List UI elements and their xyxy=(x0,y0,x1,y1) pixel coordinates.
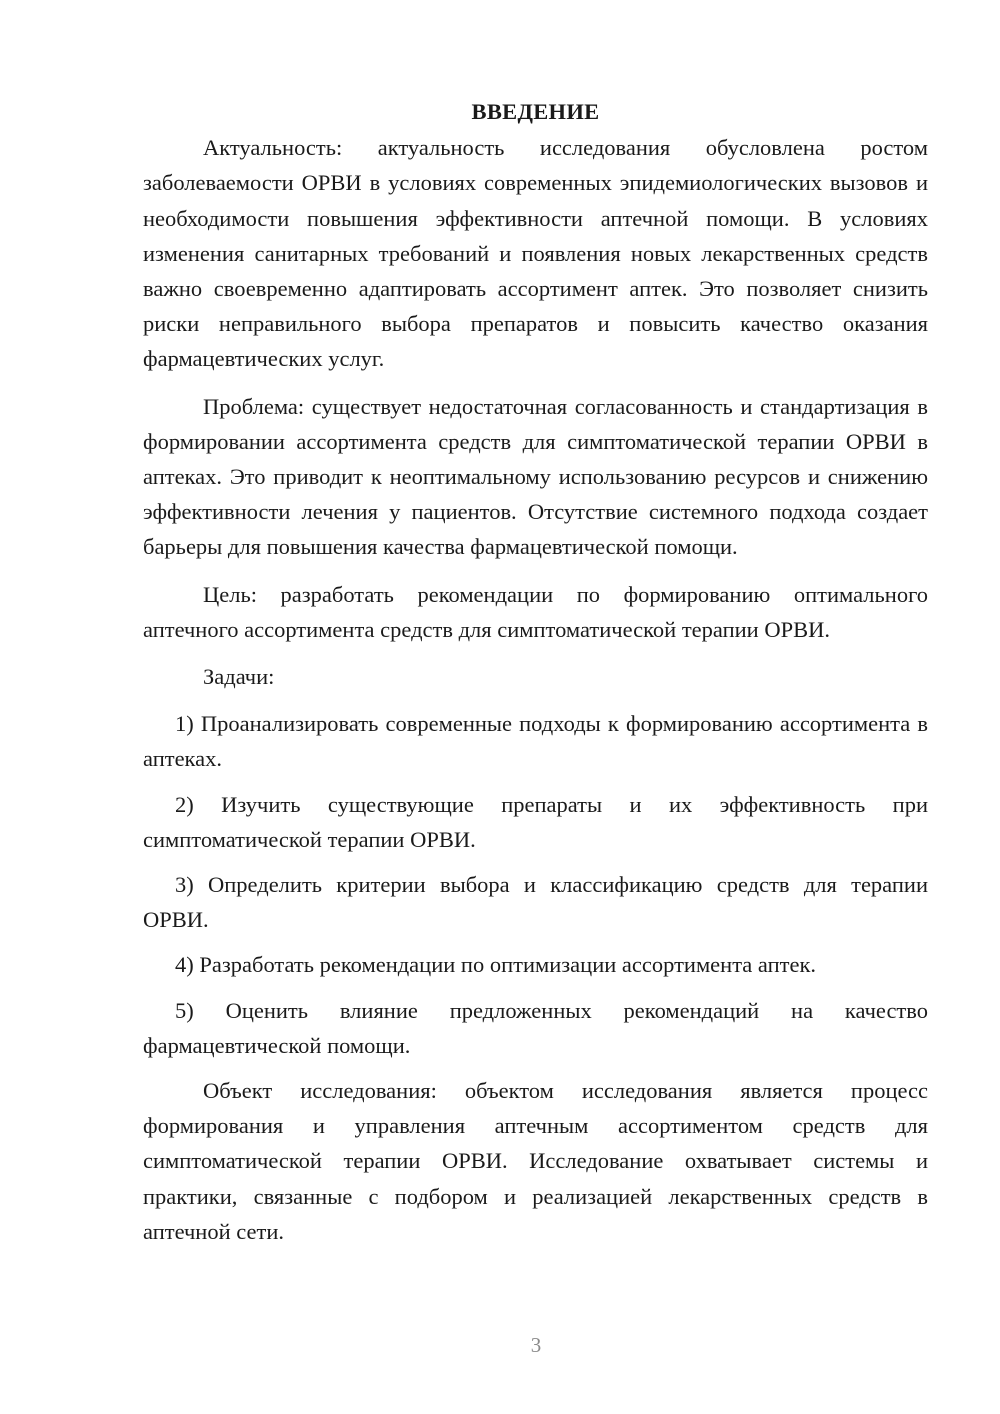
task-item-5: 5) Оценить влияние предложенных рекомендаций на качество фармацевтической помощи. xyxy=(143,997,928,1058)
paragraph-problem: Проблема: существует недостаточная согласованность и стандартизация в формировании ассортимента средств для симптоматической терапии ОРВИ в аптеках. Это приводит к неоптимальному использованию ресурсов и снижению эффективности лечения у пациентов. Отсутствие системного подхода создает барьеры для повышения качества фармацевтической помощи. xyxy=(143,393,928,560)
paragraph-object: Объект исследования: объектом исследования является процесс формирования и управления аптечным ассортиментом средств для симптоматической терапии ОРВИ. Исследование охватывает системы и практики, связанные с подбором и реализацией лекарственных средств в аптечной сети. xyxy=(143,1078,928,1244)
task-item-1: 1) Проанализировать современные подходы к формированию ассортимента в аптеках. xyxy=(143,711,928,772)
paragraph-relevance: Актуальность: актуальность исследования обусловлена ростом заболеваемости ОРВИ в условиях современных эпидемиологических вызовов и необходимости повышения эффективности аптечной помощи. В условиях изменения санитарных требований и появления новых лекарственных средств важно своевременно адаптировать ассортимент аптек. Это позволяет снизить риски неправильного выбора препаратов и повысить качество оказания фармацевтических услуг. xyxy=(143,135,928,372)
task-item-2: 2) Изучить существующие препараты и их эффективность при симптоматической терапии ОРВИ. xyxy=(143,791,928,852)
page-number: 3 xyxy=(530,1333,542,1357)
page-content xyxy=(143,94,928,1261)
paragraph-goal: Цель: разработать рекомендации по формированию оптимального аптечного ассортимента средств для симптоматической терапии ОРВИ. xyxy=(143,581,928,642)
task-item-4: 4) Разработать рекомендации по оптимизации ассортимента аптек. xyxy=(175,952,817,978)
task-item-3: 3) Определить критерии выбора и классификацию средств для терапии ОРВИ. xyxy=(143,872,928,933)
tasks-label: Задачи: xyxy=(203,664,275,690)
section-heading: ВВЕДЕНИЕ xyxy=(471,99,600,124)
